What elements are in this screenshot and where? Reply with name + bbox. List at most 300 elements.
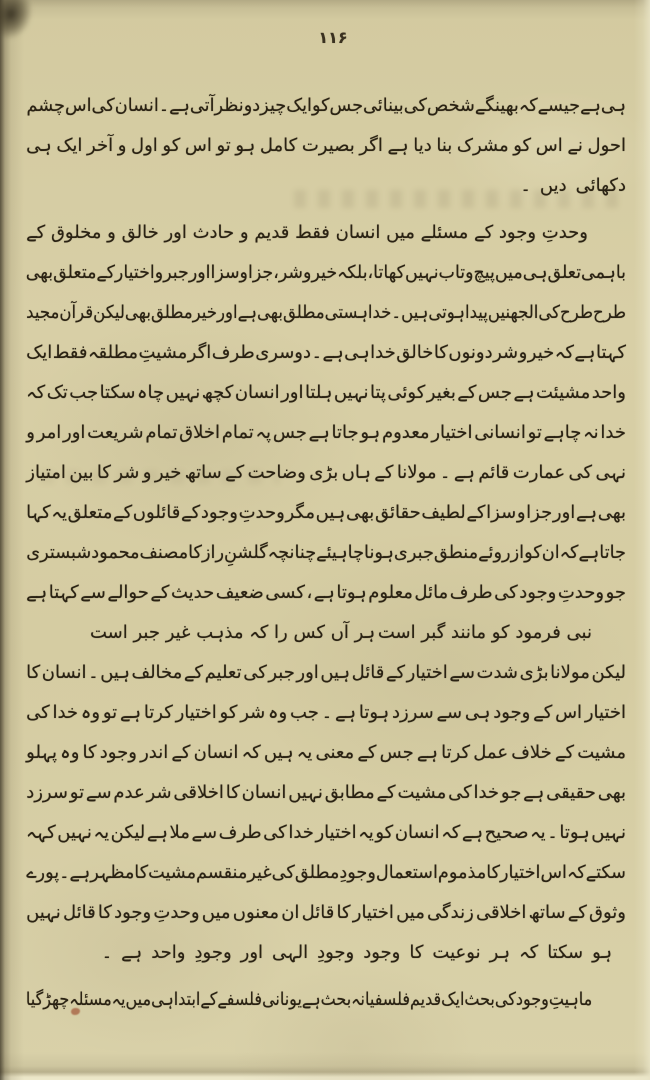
word: ہوتی [428, 302, 466, 323]
word: ہے [26, 582, 48, 603]
word: سے [191, 822, 218, 843]
word: ایک [441, 989, 465, 1010]
word: اور [217, 302, 238, 323]
word: الہی [272, 942, 309, 963]
word: ۔ [101, 942, 113, 963]
word: لطیف [421, 502, 466, 523]
word: پہ [255, 422, 272, 443]
word: خیر [311, 262, 338, 283]
word: مسئلے [420, 222, 469, 243]
word: کی [494, 582, 518, 603]
word: پتا [370, 382, 386, 403]
word: ۔ [547, 822, 558, 843]
word: کے [385, 662, 406, 683]
word: ہے [308, 422, 330, 443]
word: کے [466, 502, 486, 523]
word: خدا [288, 822, 314, 843]
word: ان [281, 902, 300, 923]
word: وضاحت [247, 462, 306, 483]
word: وجود [493, 702, 531, 723]
text-line [26, 453, 626, 493]
word: ہی [464, 702, 491, 723]
word: کا [336, 902, 351, 923]
word: نہیں [404, 262, 439, 283]
word: نہیں [591, 822, 626, 843]
word: جبر [268, 662, 295, 683]
word: مطلق [150, 302, 193, 323]
word: وثوق [589, 902, 626, 923]
word: ایک [56, 135, 83, 156]
word: و [154, 262, 164, 283]
word: تک [46, 382, 68, 403]
word: کی [448, 782, 472, 803]
word: ہے [301, 989, 321, 1010]
word: وجود [99, 742, 137, 763]
word: خدا [370, 342, 396, 363]
word: نہیں [165, 382, 201, 403]
word: انسان [335, 222, 381, 243]
word: لیکن [591, 662, 626, 683]
word: خیر [154, 462, 182, 483]
word: اور [296, 662, 319, 683]
word: تو [102, 702, 118, 723]
word: اور [240, 942, 264, 963]
word: سزا [486, 502, 517, 523]
word: کی [243, 662, 267, 683]
word: کے [533, 702, 553, 723]
word: دکھائی [575, 175, 626, 196]
word: خدا [600, 422, 626, 443]
word: نہیں [57, 822, 92, 843]
word: بھی [597, 782, 626, 803]
word: وجود [114, 902, 152, 923]
word: ۔ [59, 862, 70, 883]
word: فلسفے [217, 989, 263, 1010]
text-line [26, 653, 626, 693]
word: ہیں [320, 662, 351, 683]
word: کہ [554, 342, 574, 363]
word: نہیں [333, 382, 369, 403]
word: ہے [334, 702, 357, 723]
word: گلشنِ [224, 542, 268, 563]
word: پیدا [465, 302, 488, 323]
word: کا [188, 542, 202, 563]
word: دو [243, 95, 261, 116]
word: شر [240, 702, 266, 723]
word: ہی [600, 95, 626, 116]
word: ہے [146, 822, 168, 843]
word: یہ [296, 742, 313, 763]
word: معدوم [381, 422, 430, 443]
word: ہے [461, 822, 483, 843]
word: پیچ [473, 262, 495, 283]
word: کو [162, 135, 181, 156]
word: بڑی [519, 662, 549, 683]
page-text [26, 86, 626, 1020]
word: چیز [260, 95, 287, 116]
word: ۔ [391, 302, 402, 323]
word: مصنف [139, 542, 189, 563]
text-line [26, 166, 626, 206]
word: کہتا [48, 582, 79, 603]
word: مائل [414, 582, 449, 603]
word: ۔ [311, 342, 323, 363]
word: ہر [489, 942, 511, 963]
word: کہ [566, 862, 586, 883]
word: مشرک [456, 135, 509, 156]
word: نہی [595, 462, 626, 483]
word: بھینگے [474, 95, 519, 116]
word: اختیار [352, 902, 394, 923]
word: ابتدا [173, 989, 201, 1010]
word: جزا [247, 262, 274, 283]
word: ملا [169, 822, 190, 843]
word: و [518, 342, 528, 363]
word: کے [150, 582, 170, 603]
word: تعلیم [204, 662, 242, 683]
word: قائم [478, 462, 510, 483]
word: وہ [60, 742, 80, 763]
word: معنی [315, 742, 355, 763]
word: مطلق [282, 302, 325, 323]
word: بھی [256, 302, 283, 323]
word: کا [96, 462, 111, 483]
text-line [26, 933, 626, 973]
word: مشیتِ [138, 342, 188, 363]
word: ۔ [439, 462, 451, 483]
word: طرف [449, 582, 493, 603]
word: بھی [25, 262, 54, 283]
word: مولانا [396, 462, 437, 483]
word: کے [374, 462, 394, 483]
word: جس [329, 95, 364, 116]
page-number: ۱۱۶ [318, 28, 348, 47]
word: آخر [87, 135, 114, 156]
word: اگر [359, 135, 383, 156]
text-line [26, 773, 626, 813]
word: بھی [124, 302, 151, 323]
word: مطلق [294, 862, 340, 883]
word: ہی [522, 262, 548, 283]
word: کی [91, 95, 115, 116]
word: کی [403, 95, 427, 116]
word: انسان [241, 782, 287, 803]
word: سکتا [99, 382, 136, 403]
word: جبری [393, 542, 434, 563]
word: پورے [26, 862, 60, 883]
word: اخلاق [179, 422, 220, 443]
word: احول [587, 135, 626, 156]
word: انسان [41, 662, 87, 683]
word: اور [552, 502, 576, 523]
verse-hemistich-right: نبی فرمود کو مانند گبر است [377, 622, 592, 643]
word: بصیرت [301, 135, 355, 156]
text-line [26, 126, 626, 166]
word: سے [436, 702, 463, 723]
word: شر [493, 342, 519, 363]
word: جس [477, 382, 512, 403]
word: ان [541, 542, 560, 563]
word: کے [457, 382, 477, 403]
word: کی [568, 462, 593, 483]
word: ہے [574, 342, 596, 363]
word: وجود [519, 582, 557, 603]
word: ہوتا [358, 702, 390, 723]
word: کرتا [143, 702, 173, 723]
word: کا [26, 662, 41, 683]
text-line [26, 413, 626, 453]
word: مخالف [131, 662, 183, 683]
word: اس [555, 702, 583, 723]
word: چاہ [136, 382, 165, 403]
word: اختیار [175, 702, 217, 723]
word: ، [273, 262, 279, 283]
word: ۔ [88, 662, 99, 683]
word: تمام [221, 422, 254, 443]
word: صحیح [484, 822, 529, 843]
word: معنوں [232, 902, 280, 923]
word: یونانی [262, 989, 302, 1010]
word: وہ [80, 702, 101, 723]
word: ہیں [315, 502, 346, 523]
word: وجودِ [339, 862, 376, 883]
word: قدیم [254, 222, 290, 243]
word: نہیں [26, 902, 61, 923]
word: معلوم [368, 582, 413, 603]
word: خلاف [511, 742, 552, 763]
text-line [26, 293, 626, 333]
text-line [26, 493, 626, 533]
word: شر [114, 462, 140, 483]
word: اگر [187, 342, 212, 363]
word: قائل [62, 902, 96, 923]
word: عمارت [512, 462, 566, 483]
word: وحدتِ [238, 502, 285, 523]
word: ایک [26, 342, 53, 363]
word: کو [375, 822, 394, 843]
word: زندگی [427, 902, 474, 923]
word: مخلوق [50, 222, 102, 243]
word: وجودِ [194, 942, 232, 963]
word: سکتا [547, 942, 584, 963]
word: امتیاز [26, 462, 66, 483]
word: انسان [234, 382, 280, 403]
word: و [465, 262, 474, 283]
word: نے [567, 135, 583, 156]
word: اختیار [584, 702, 626, 723]
word: ہے [387, 135, 409, 156]
text-line [25, 253, 626, 293]
text-line [26, 733, 626, 773]
word: ہے [121, 942, 143, 963]
word: طرح [560, 302, 594, 323]
word: کا [433, 342, 448, 363]
word: ہیں [100, 662, 130, 683]
word: کا [134, 862, 149, 883]
word: ہستی [324, 302, 368, 323]
word: شخص [426, 95, 475, 116]
word: کی [263, 822, 287, 843]
word: کے [474, 222, 494, 243]
word: اس [184, 135, 212, 156]
word: تمام [145, 422, 178, 443]
word: شریعت [87, 422, 144, 443]
word: ہوتا [336, 582, 367, 603]
word: خیر [527, 342, 555, 363]
word: محمود [91, 542, 140, 563]
word: باہمی [581, 262, 626, 283]
word: اس [540, 862, 567, 883]
text-line [26, 333, 626, 373]
word: جب [69, 382, 99, 403]
word: ہو [235, 135, 256, 156]
text-line [26, 853, 626, 893]
word: اور [63, 422, 86, 443]
word: بحث [464, 989, 495, 1010]
word: اندر [140, 742, 169, 763]
word: جاتا [331, 422, 359, 443]
word: کے [376, 782, 396, 803]
word: شر [146, 782, 172, 803]
word: جو [605, 582, 626, 603]
word: خالق [121, 222, 159, 243]
word: ہونا [364, 542, 394, 563]
word: منقسم [196, 862, 248, 883]
word: خالق [396, 342, 434, 363]
word: اول [131, 135, 158, 156]
word: ، [367, 262, 374, 283]
word: تو [527, 422, 542, 443]
word: ہے [169, 95, 190, 116]
word: ہے [119, 702, 142, 723]
word: ساتھ [184, 462, 222, 483]
word: ہے [453, 462, 475, 483]
text-line [26, 573, 626, 613]
word: کو [513, 135, 532, 156]
word: دیں [539, 175, 567, 196]
word: ہی [26, 135, 52, 156]
word: اخلاقی [475, 902, 527, 923]
word: کوئی [387, 382, 426, 403]
word: قائل [351, 662, 385, 683]
word: حوالے [107, 582, 149, 603]
word: ہلتا [304, 382, 333, 403]
word: راز [201, 542, 225, 563]
word: منطق [433, 542, 479, 563]
word: و [142, 462, 152, 483]
text-line [26, 693, 626, 733]
word: چاہیئے [316, 542, 365, 563]
word: حادث [192, 222, 235, 243]
word: کا [486, 862, 501, 883]
word: پہلو [26, 742, 57, 763]
word: لیکن [110, 822, 146, 843]
word: کہ [441, 822, 461, 843]
word: جس [379, 742, 414, 763]
word: سے [85, 782, 112, 803]
word: کامل [259, 135, 298, 156]
word: وجود [498, 222, 537, 243]
word: ہے [322, 342, 344, 363]
word: حدیث [170, 582, 215, 603]
word: نظر [214, 95, 244, 116]
word: یہ [93, 822, 110, 843]
word: واحد [591, 382, 626, 403]
word: وحدتِ [557, 582, 605, 603]
word: کہہ [26, 822, 56, 843]
word: حقائق [374, 502, 421, 523]
word: سرزد [391, 702, 434, 723]
word: دونوں [448, 342, 493, 363]
word: و [117, 135, 127, 156]
word: کے [181, 502, 201, 523]
word: الجھنیں [487, 302, 539, 323]
word: میں [201, 902, 231, 923]
word: بنا [436, 135, 453, 156]
word: جزا [526, 502, 553, 523]
word: سے [449, 662, 475, 683]
word: وجودِ [317, 942, 355, 963]
word: ہے [69, 862, 91, 883]
word: مطلقہ [87, 342, 139, 363]
word: و [107, 222, 116, 243]
word: متعلق [53, 262, 97, 283]
text-line [26, 86, 626, 126]
word: شر [278, 262, 304, 283]
word: اختیار [431, 422, 473, 443]
word: و [303, 262, 312, 283]
word: ہے [237, 302, 257, 323]
word: ہو [360, 422, 381, 443]
word: عمل [473, 742, 509, 763]
word: تو [69, 782, 85, 803]
word: یہ [51, 502, 67, 523]
word: اس [64, 95, 92, 116]
word: اور [281, 382, 304, 403]
word: مجید [26, 302, 60, 323]
word: ہی [344, 342, 370, 363]
text-line [26, 533, 626, 573]
word: کے [113, 502, 133, 523]
word: سرزد [26, 782, 68, 803]
word: دیا [413, 135, 432, 156]
word: ماہیتِ [548, 989, 593, 1010]
word: کے [96, 262, 115, 283]
word: کا [225, 782, 240, 803]
word: طرف [218, 822, 262, 843]
word: مولانا [550, 662, 590, 683]
word: کے [225, 462, 245, 483]
word: بحث [320, 989, 352, 1010]
word: سے [80, 582, 106, 603]
word: روئے [478, 542, 511, 563]
word: کے [183, 662, 203, 683]
word: جب [290, 702, 319, 723]
word: طرف [211, 342, 255, 363]
text-line [26, 893, 626, 933]
word: مذموم [437, 862, 487, 883]
word: خیر [192, 302, 218, 323]
word: بینائی [363, 95, 404, 116]
word: وحدتِ [153, 902, 200, 923]
word: میں [494, 262, 523, 283]
word: شبستری [26, 542, 92, 563]
word: ہے [416, 742, 438, 763]
verse-line [26, 613, 626, 653]
word: چھڑ [43, 989, 70, 1010]
word: کہ [26, 382, 46, 403]
word: تو [216, 135, 231, 156]
